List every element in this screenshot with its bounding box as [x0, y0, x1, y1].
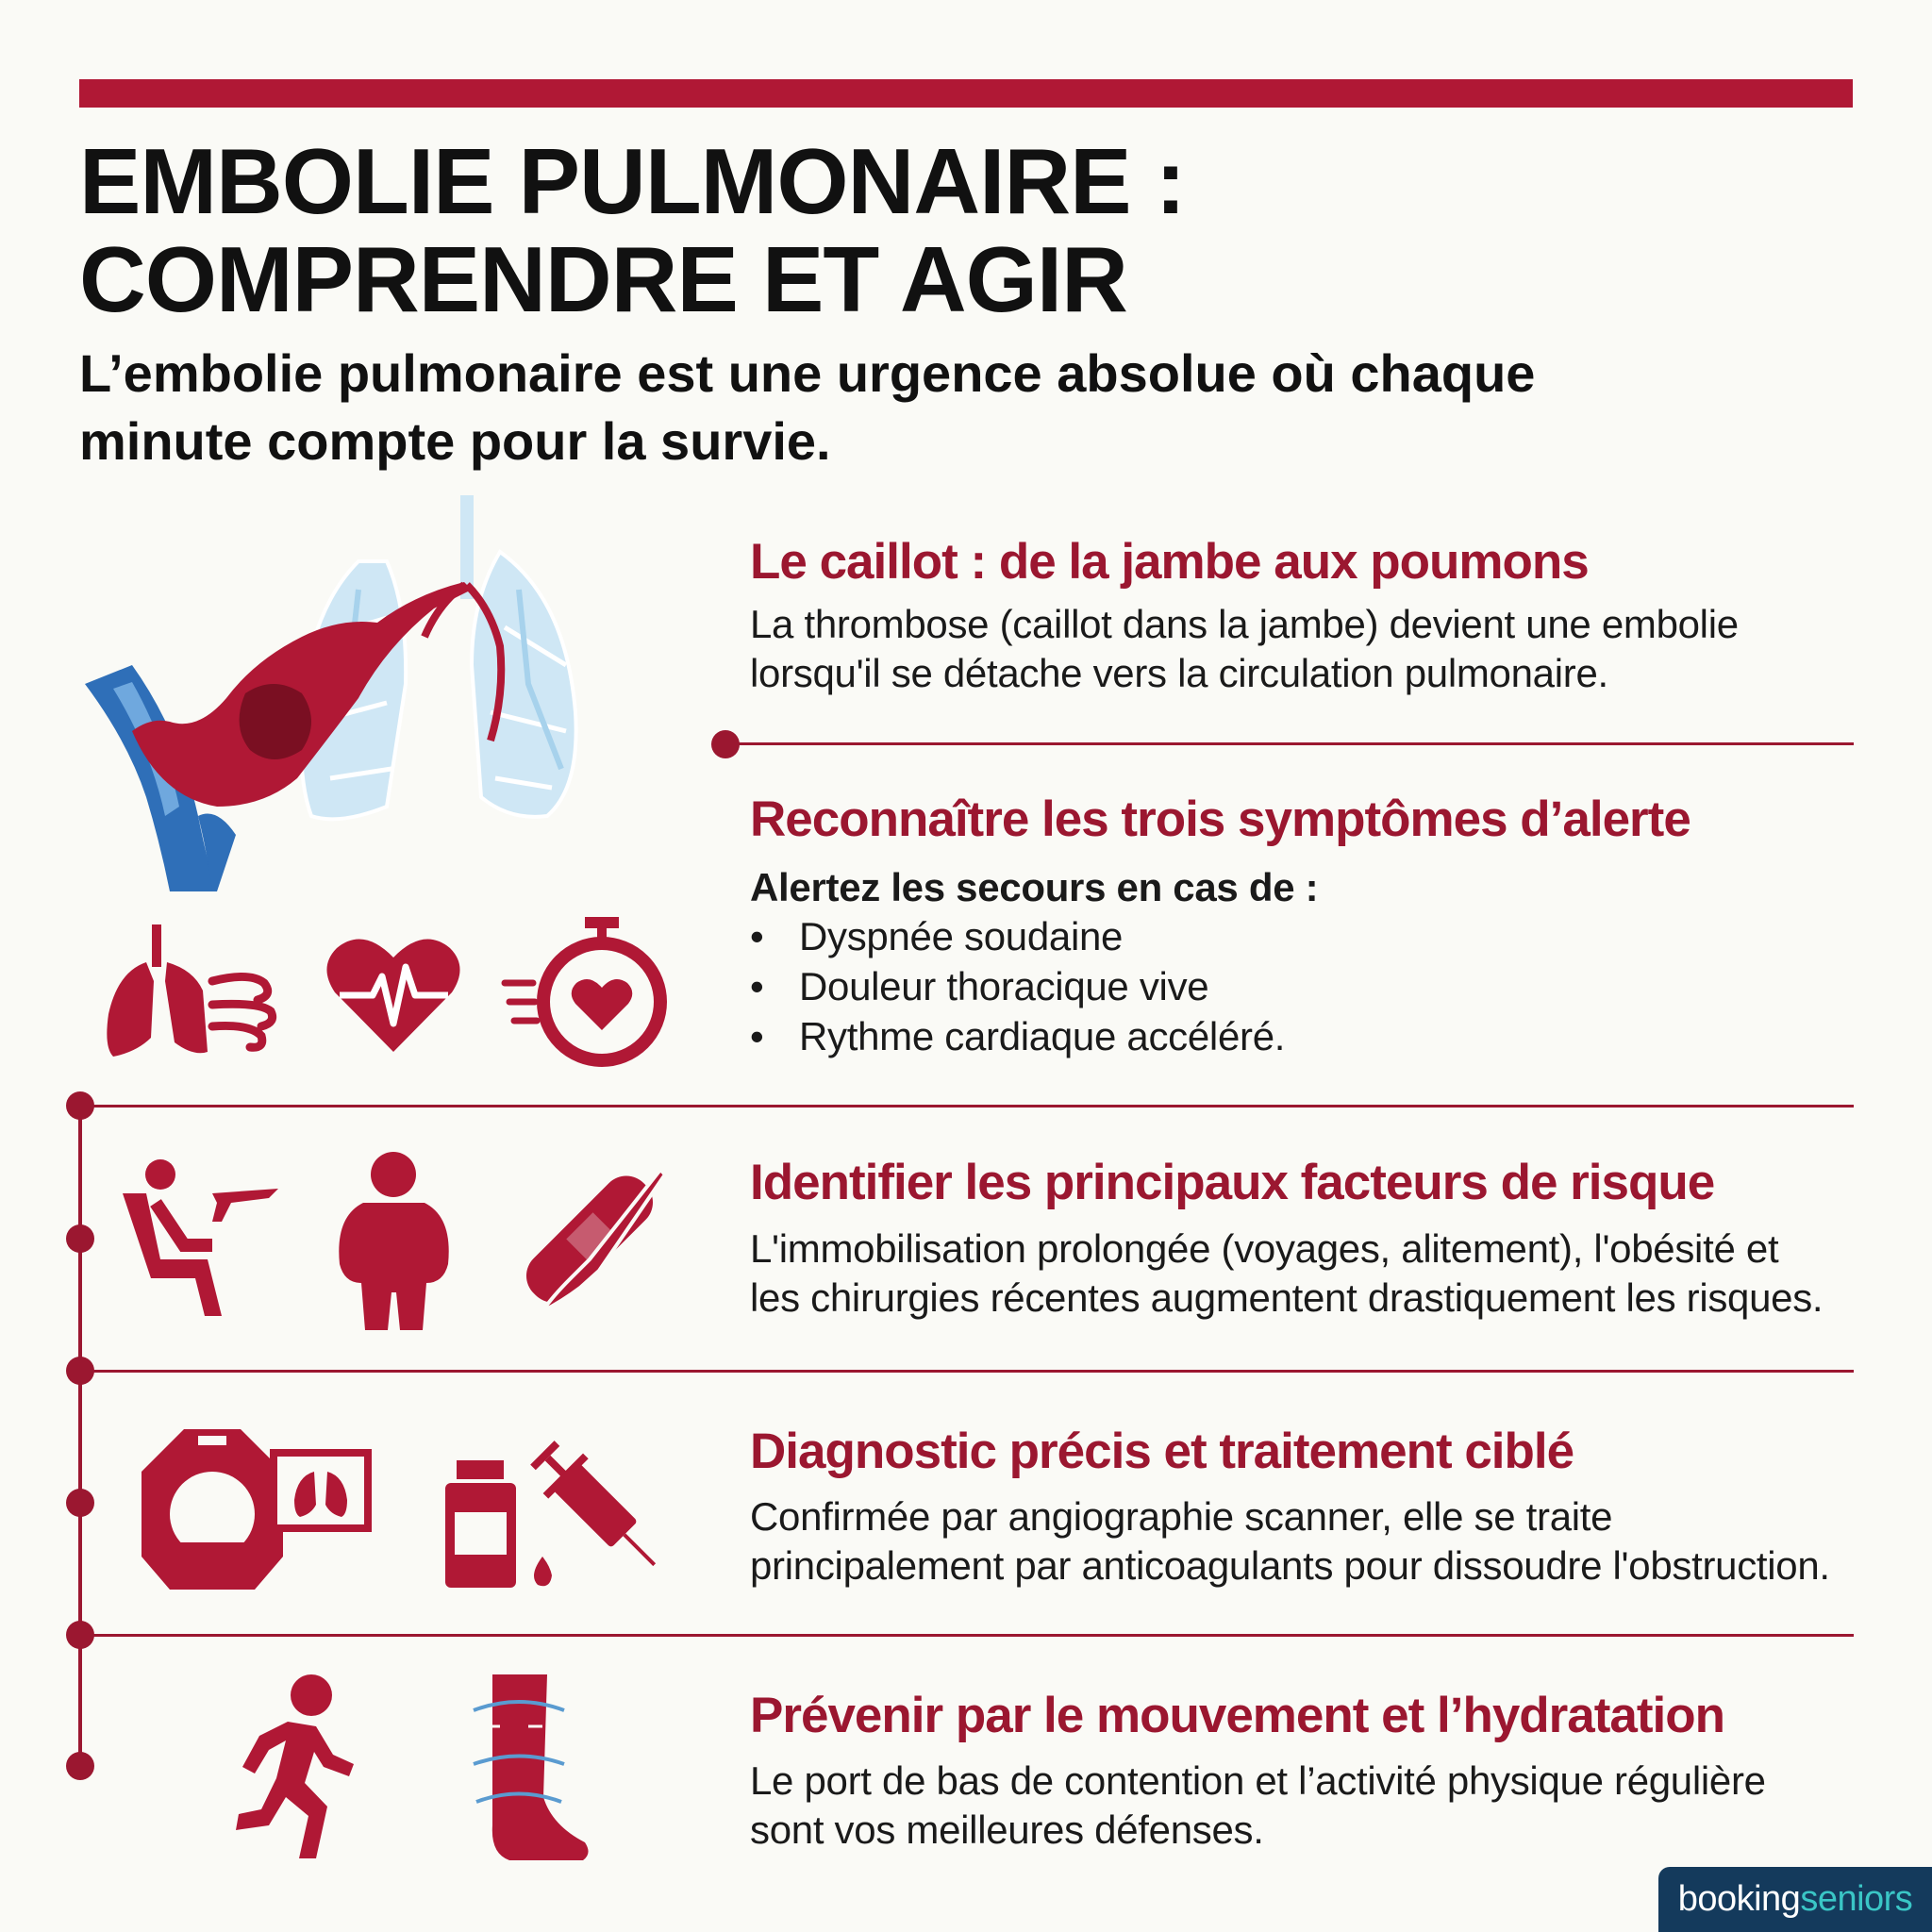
section-clot-line-1: La thrombose (caillot dans la jambe) devient une embolie — [750, 602, 1739, 646]
section-divider — [726, 742, 1854, 745]
compression-stocking-icon — [472, 1674, 594, 1863]
section-prevention-text — [750, 1757, 1844, 1855]
list-item: • Dyspnée soudaine — [750, 912, 1844, 962]
section-risk-line-1: L'immobilisation prolongée (voyages, alitement), l'obésité et — [750, 1226, 1779, 1271]
list-item: • Douleur thoracique vive — [750, 962, 1844, 1012]
ct-scanner-lungs-icon — [142, 1424, 373, 1594]
section-prevention-line-1: Le port de bas de contention et l’activité physique régulière — [750, 1758, 1766, 1803]
section-clot-line-2: lorsqu'il se détache vers la circulation pulmonaire. — [750, 651, 1608, 695]
page-title — [79, 129, 1494, 331]
subtitle-line-1: L’embolie pulmonaire est une urgence absolue où chaque — [79, 343, 1536, 403]
section-diagnosis-title: Diagnostic précis et traitement ciblé — [750, 1424, 1574, 1479]
bandage-scalpel-icon — [524, 1165, 670, 1316]
heart-pulse-icon — [325, 934, 462, 1057]
section-divider — [80, 1634, 1854, 1637]
seated-traveler-plane-icon — [118, 1156, 278, 1321]
section-symptoms-title: Reconnaître les trois symptômes d’alerte — [750, 791, 1690, 847]
timeline-dot — [66, 1489, 94, 1517]
section-risk-text — [750, 1224, 1844, 1323]
section-diagnosis-text — [750, 1492, 1844, 1591]
obesity-icon — [335, 1151, 453, 1330]
section-symptoms-text — [750, 863, 1844, 1062]
symptoms-list — [750, 912, 1844, 1062]
title-line-1: EMBOLIE PULMONAIRE : — [79, 129, 1186, 233]
section-clot-title: Le caillot : de la jambe aux poumons — [750, 534, 1589, 590]
medicine-vial-icon — [445, 1460, 516, 1588]
stopwatch-heart-icon — [505, 917, 675, 1068]
brand-name-part-2: seniors — [1800, 1879, 1913, 1919]
lungs-breath-icon — [99, 924, 278, 1061]
timeline-dot — [66, 1752, 94, 1780]
section-clot-text — [750, 600, 1844, 698]
page-subtitle — [79, 340, 1777, 475]
subtitle-line-2: minute compte pour la survie. — [79, 411, 831, 471]
section-divider — [80, 1370, 1854, 1373]
section-risk-line-2: les chirurgies récentes augmentent drastiquement les risques. — [750, 1275, 1824, 1320]
list-item: • Rythme cardiaque accéléré. — [750, 1012, 1844, 1062]
section-diagnosis-line-1: Confirmée par angiographie scanner, elle se traite — [750, 1494, 1613, 1539]
brand-logo — [1658, 1867, 1932, 1932]
section-diagnosis-line-2: principalement par anticoagulants pour dissoudre l'obstruction. — [750, 1543, 1830, 1588]
section-risk-title: Identifier les principaux facteurs de risque — [750, 1155, 1715, 1210]
section-divider — [80, 1105, 1854, 1108]
section-prevention-line-2: sont vos meilleures défenses. — [750, 1807, 1264, 1852]
brand-name-part-1: booking — [1677, 1879, 1801, 1919]
running-person-icon — [222, 1674, 358, 1863]
symptoms-lead: Alertez les secours en cas de : — [750, 865, 1319, 909]
syringe-icon — [524, 1434, 675, 1590]
timeline-dot — [66, 1224, 94, 1253]
section-prevention-title: Prévenir par le mouvement et l’hydratation — [750, 1688, 1725, 1743]
top-accent-bar — [79, 79, 1853, 108]
timeline-line — [78, 1106, 82, 1761]
clot-vein-lungs-illustration — [75, 495, 679, 891]
title-line-2: COMPRENDRE ET AGIR — [79, 227, 1127, 331]
